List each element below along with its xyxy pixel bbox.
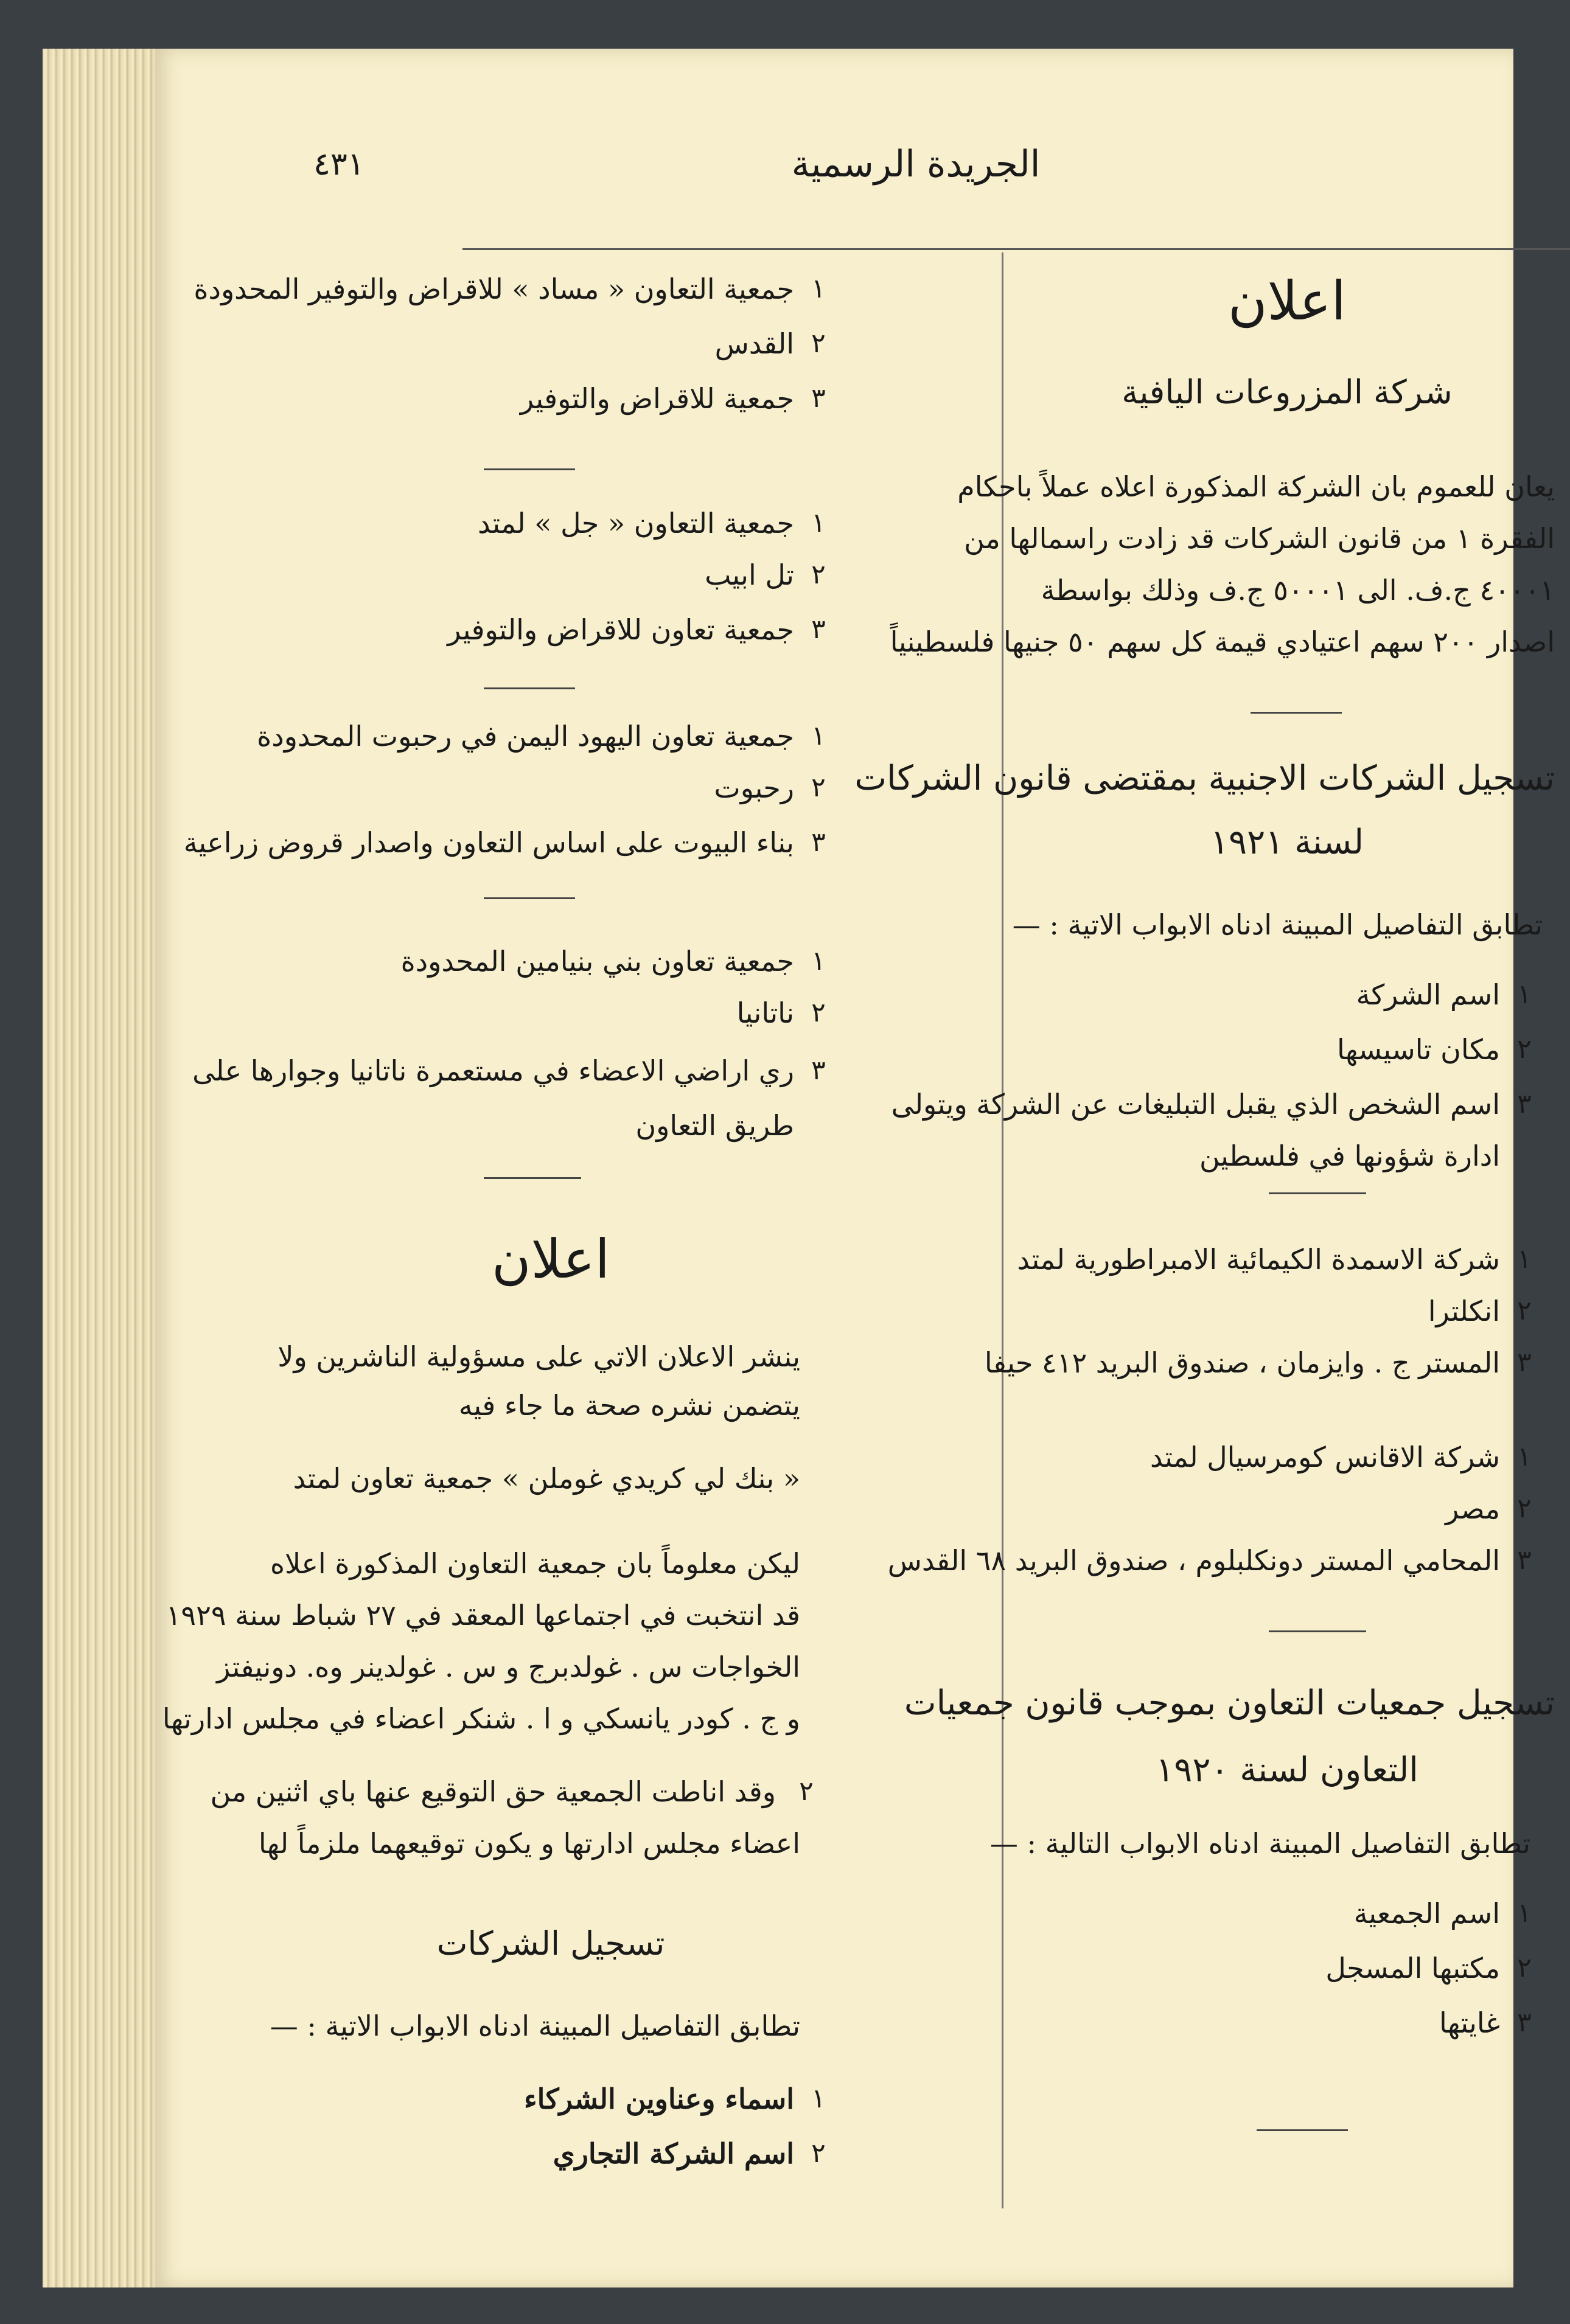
coop-entry-number: ٣ <box>811 614 826 645</box>
entry-separator <box>484 897 575 899</box>
coop-entry-text: جمعية التعاون « جل » لمتد <box>478 507 794 540</box>
coop-entry-text: جمعية التعاون « مساد » للاقراض والتوفير المحدودة <box>194 273 794 305</box>
coop-entry-text: تل ابيب <box>705 558 794 591</box>
coop-entry-text-continued: طريق التعاون <box>635 1109 794 1142</box>
entry-separator <box>484 1177 581 1179</box>
entry-text: شركة الاقانس كومرسيال لمتد <box>1150 1441 1500 1473</box>
companies-registration-intro: تطابق التفاصيل المبينة ادناه الابواب الاتية : — <box>270 2009 800 2042</box>
coop-entry-number: ٢ <box>811 772 826 803</box>
notice-intro-line: ينشر الاعلان الاتي على مسؤولية الناشرين ولا <box>277 1340 800 1373</box>
coop-entry-text: ناتانيا <box>736 997 794 1029</box>
entry-text: شركة الاسمدة الكيمائية الامبراطورية لمتد <box>1017 1243 1500 1276</box>
coop-entry-number: ١ <box>811 945 826 976</box>
coop-entry-text: ري اراضي الاعضاء في مستعمرة ناتانيا وجوارها على <box>192 1054 794 1087</box>
coop-entry-number: ١ <box>811 273 826 304</box>
field-number: ١ <box>1517 1898 1532 1929</box>
field-label-continued: ادارة شؤونها في فلسطين <box>1199 1139 1500 1172</box>
book-page-edges <box>43 49 160 2287</box>
entry-number: ٢ <box>1517 1493 1532 1524</box>
notice-body-line: اصدار ٢٠٠ سهم اعتيادي قيمة كل سهم ٥٠ جنيها فلسطينياً <box>890 625 1555 658</box>
coop-entry-text: جمعية للاقراض والتوفير <box>520 382 794 415</box>
entry-text: مصر <box>1445 1492 1500 1525</box>
companies-registration-heading: تسجيل الشركات <box>436 1924 665 1963</box>
gazette-page <box>155 49 1555 2287</box>
notice-para-line: اعضاء مجلس ادارتها و يكون توقيعهما ملزماً لها <box>258 1827 800 1860</box>
field-label: اسم الشخص الذي يقبل التبليغات عن الشركة ويتولى <box>891 1088 1500 1121</box>
entry-text: المستر ج . وايزمان ، صندوق البريد ٤١٢ حيفا <box>984 1346 1500 1379</box>
field-number: ١ <box>811 2083 826 2114</box>
notice-para-line: الخواجات س . غولدبرج و س . غولدينر وه. دونيفتز <box>217 1651 800 1683</box>
entry-number: ١ <box>1517 1441 1532 1472</box>
field-number: ٣ <box>1517 1088 1532 1119</box>
notice-company-name: شركة المزروعات اليافية <box>1122 373 1453 411</box>
foreign-companies-intro: تطابق التفاصيل المبينة ادناه الابواب الاتية : — <box>1012 908 1543 941</box>
coop-entry-text: جمعية تعاون اليهود اليمن في رحبوت المحدودة <box>257 720 794 753</box>
coop-entry-number: ٢ <box>811 997 826 1028</box>
coop-entry-text: رحبوت <box>714 771 794 804</box>
coop-entry-text: جمعية تعاون للاقراض والتوفير <box>447 613 794 646</box>
para-number: ٢ <box>799 1776 814 1807</box>
notice-title: اعلان <box>491 1228 610 1290</box>
entry-text: المحامي المستر دونكلبلوم ، صندوق البريد ٦٨ القدس <box>887 1544 1500 1577</box>
notice-para-line: ليكن معلوماً بان جمعية التعاون المذكورة اعلاه <box>270 1547 800 1580</box>
entry-number: ٢ <box>1517 1295 1532 1326</box>
entry-separator <box>484 687 575 689</box>
coop-entry-text: القدس <box>714 327 794 360</box>
coop-entry-number: ٢ <box>811 328 826 359</box>
entry-number: ٣ <box>1517 1347 1532 1378</box>
coop-registration-heading: تسجيل جمعيات التعاون بموجب قانون جمعيات <box>904 1683 1555 1723</box>
coop-entry-number: ١ <box>811 507 826 538</box>
notice-body-line: الفقرة ١ من قانون الشركات قد زادت راسمالها من <box>964 522 1555 555</box>
coop-entry-number: ١ <box>811 720 826 751</box>
coop-entry-text: جمعية تعاون بني بنيامين المحدودة <box>400 945 794 978</box>
notice-body-line: ٤٠٠٠١ ج.ف. الى ٥٠٠٠١ ج.ف وذلك بواسطة <box>1041 574 1555 607</box>
field-label: غايتها <box>1439 2006 1500 2039</box>
entry-text: انكلترا <box>1428 1295 1500 1327</box>
coop-registration-intro: تطابق التفاصيل المبينة ادناه الابواب التالية : — <box>989 1827 1530 1860</box>
field-number: ٢ <box>1517 1034 1532 1065</box>
notice-body-line: يعان للعموم بان الشركة المذكورة اعلاه عملاً باحكام <box>957 470 1555 503</box>
coop-registration-heading-year: التعاون لسنة ١٩٢٠ <box>1156 1750 1418 1790</box>
foreign-companies-heading-year: لسنة ١٩٢١ <box>1210 823 1364 862</box>
coop-entry-number: ٣ <box>811 1055 826 1086</box>
field-number: ٣ <box>1517 2007 1532 2038</box>
field-number: ٢ <box>1517 1952 1532 1983</box>
field-label: اسم الشركة <box>1356 978 1500 1011</box>
header-rule <box>462 248 1570 250</box>
coop-entry-number: ٣ <box>811 383 826 414</box>
section-separator <box>1257 2129 1348 2131</box>
section-separator <box>1269 1630 1366 1632</box>
field-label: اسماء وعناوين الشركاء <box>524 2082 794 2115</box>
field-number: ١ <box>1517 979 1532 1010</box>
notice-para-line: و ج . كودر يانسكي و ا . شنكر اعضاء في مجلس ادارتها <box>162 1702 800 1735</box>
section-separator <box>1251 712 1342 714</box>
coop-entry-number: ٢ <box>811 559 826 590</box>
field-label: مكان تاسيسها <box>1337 1033 1500 1066</box>
field-label: اسم الجمعية <box>1353 1897 1500 1930</box>
gazette-title: الجريدة الرسمية <box>791 143 1041 186</box>
entry-number: ١ <box>1517 1244 1532 1275</box>
notice-title: اعلان <box>1227 270 1347 332</box>
field-label: مكتبها المسجل <box>1325 1952 1500 1985</box>
section-separator <box>1269 1192 1366 1194</box>
foreign-companies-heading: تسجيل الشركات الاجنبية بمقتضى قانون الشركات <box>854 759 1555 798</box>
coop-entry-number: ٣ <box>811 827 826 858</box>
page-number: ٤٣١ <box>313 146 365 183</box>
field-number: ٢ <box>811 2138 826 2169</box>
coop-entry-text: بناء البيوت على اساس التعاون واصدار قروض زراعية <box>183 826 794 859</box>
notice-intro-line: يتضمن نشره صحة ما جاء فيه <box>458 1389 800 1422</box>
notice-para-line: قد انتخبت في اجتماعها المعقد في ٢٧ شباط سنة ١٩٢٩ <box>166 1599 800 1632</box>
entry-separator <box>484 468 575 470</box>
notice-bank-name: « بنك لي كريدي غوملن » جمعية تعاون لمتد <box>293 1462 800 1495</box>
entry-number: ٣ <box>1517 1545 1532 1576</box>
notice-para-line: وقد اناطت الجمعية حق التوقيع عنها باي اثنين من <box>210 1775 776 1808</box>
field-label: اسم الشركة التجاري <box>553 2137 794 2170</box>
